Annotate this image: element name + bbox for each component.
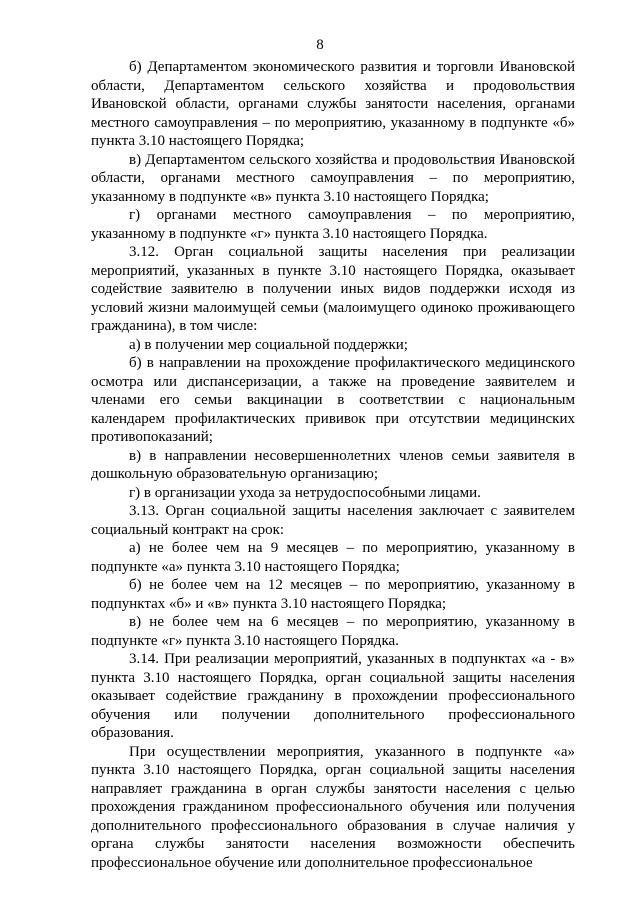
paragraph-3-11-v: в) Департаментом сельского хозяйства и продовольствия Ивановской области, органами местного самоуправления – по мероприятию, указанному в подпункте «в» пункта 3.10 настоящего Порядка;: [91, 151, 575, 205]
paragraph-3-12-v: в) в направлении несовершеннолетних членов семьи заявителя в дошкольную образовательную организацию;: [91, 447, 575, 482]
paragraph-3-14: 3.14. При реализации мероприятий, указанных в подпунктах «а - в» пункта 3.10 настоящего Порядка, орган социальной защиты населения оказывает содействие гражданину в прохождении профессионального обучения или получении дополнительного профессионального образования.: [91, 651, 575, 741]
paragraph-3-14-cont: При осуществлении мероприятия, указанного в подпункте «а» пункта 3.10 настоящего Порядка, орган социальной защиты населения направляет гражданина в орган службы занятости населения с целью прохождения гражданином профессионального обучения или получения дополнительного профессионального образования в случае наличия у органа службы занятости населения возможности обеспечить профессиональное обучение или дополнительное профессиональное: [91, 743, 575, 871]
document-body: [91, 58, 575, 872]
paragraph-3-11-g: г) органами местного самоуправления – по мероприятию, указанному в подпункте «г» пункта 3.10 настоящего Порядка.: [91, 207, 575, 242]
paragraph-3-13-v: в) не более чем на 6 месяцев – по мероприятию, указанному в подпункте «г» пункта 3.10 настоящего Порядка.: [91, 614, 575, 649]
paragraph-3-13-a: а) не более чем на 9 месяцев – по мероприятию, указанному в подпункте «а» пункта 3.10 настоящего Порядка;: [91, 540, 575, 575]
paragraph-3-11-b: б) Департаментом экономического развития и торговли Ивановской области, Департаментом сельского хозяйства и продовольствия Ивановской области, органами службы занятости населения, органами местного самоуправления – по мероприятию, указанному в подпункте «б» пункта 3.10 настоящего Порядка;: [91, 59, 575, 149]
paragraph-3-12-b: б) в направлении на прохождение профилактического медицинского осмотра или диспансеризации, а также на проведение заявителем и членами его семьи вакцинации в соответствии с национальным календарем профилактических прививок при отсутствии медицинских противопоказаний;: [91, 355, 575, 445]
paragraph-3-13-b: б) не более чем на 12 месяцев – по мероприятию, указанному в подпунктах «б» и «в» пункта 3.10 настоящего Порядка;: [91, 577, 575, 612]
paragraph-3-12-a: а) в получении мер социальной поддержки;: [129, 336, 408, 353]
paragraph-3-12-g: г) в организации ухода за нетрудоспособными лицами.: [129, 484, 481, 501]
page-number: 8: [316, 37, 324, 53]
paragraph-3-12: 3.12. Орган социальной защиты населения при реализации мероприятий, указанных в пункте 3.10 настоящего Порядка, оказывает содействие заявителю в получении иных видов поддержки исходя из условий жизни малоимущей семьи (малоимущего одиноко проживающего гражданина), в том числе:: [91, 244, 575, 334]
paragraph-3-13: 3.13. Орган социальной защиты населения заключает с заявителем социальный контракт на срок:: [91, 503, 575, 538]
